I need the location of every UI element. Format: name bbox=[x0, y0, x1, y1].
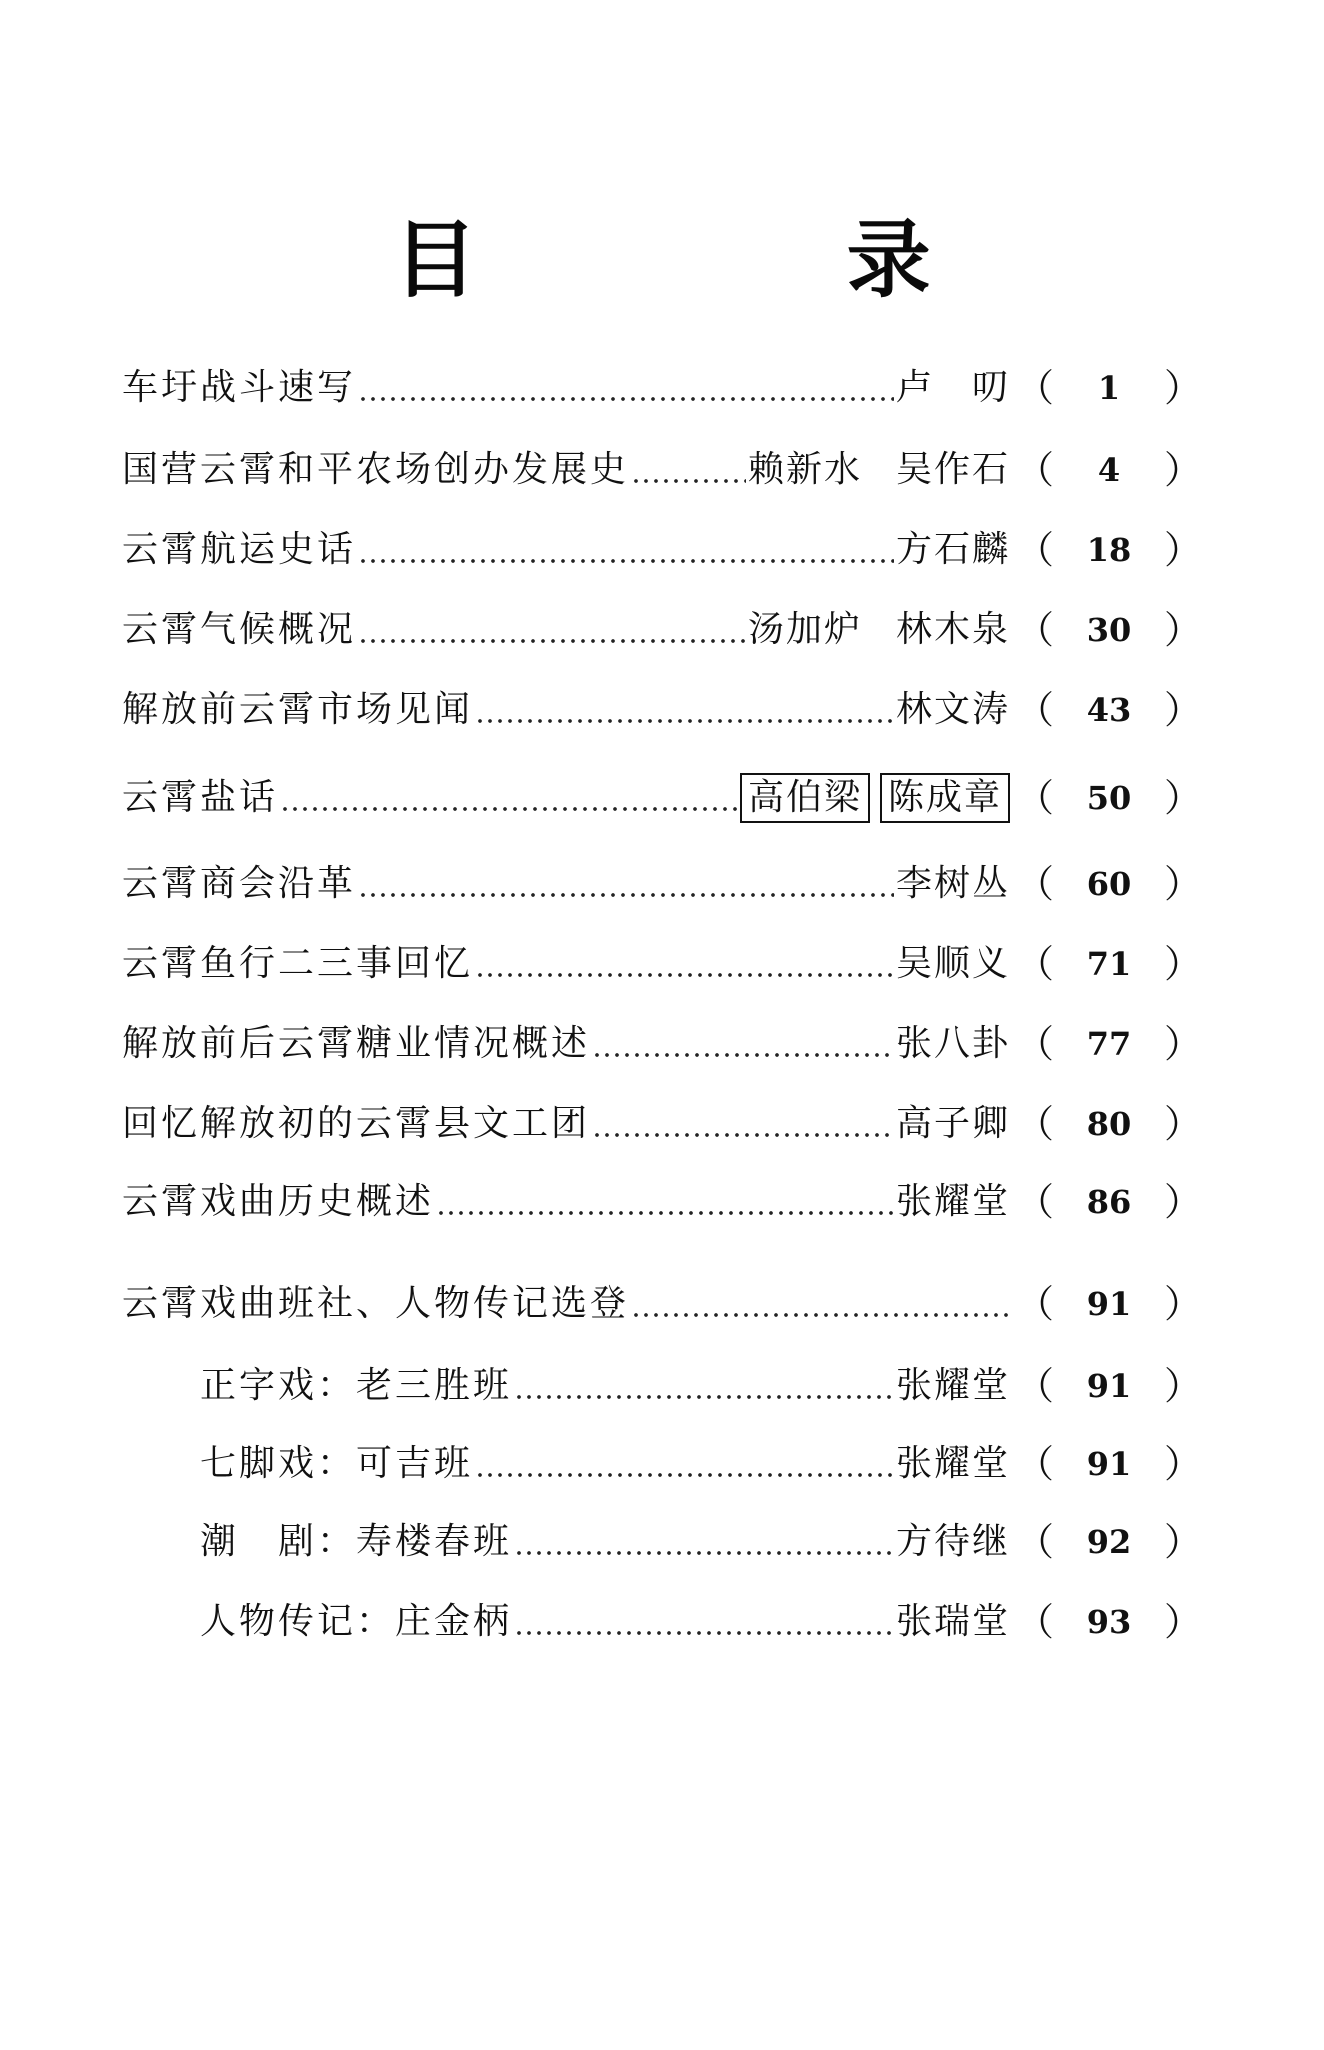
dot-leader bbox=[592, 1096, 894, 1152]
entry-author: 高子卿 bbox=[895, 1103, 1010, 1144]
toc-entry bbox=[122, 936, 1202, 992]
entry-author: 张耀堂 bbox=[895, 1365, 1010, 1406]
entry-page-number: 93 bbox=[1086, 1603, 1132, 1641]
entry-authors bbox=[748, 442, 1010, 498]
dot-leader bbox=[631, 442, 746, 498]
entry-title: 国营云霄和平农场创办发展史 bbox=[122, 449, 630, 490]
paren-open: （ bbox=[1015, 448, 1054, 492]
paren-open: （ bbox=[1015, 1442, 1054, 1486]
toc-sub-entry bbox=[200, 1358, 1202, 1414]
entry-page-number: 18 bbox=[1086, 531, 1132, 569]
entry-title: 云霄戏曲班社、人物传记选登 bbox=[122, 1283, 630, 1324]
entry-title: 云霄气候概况 bbox=[122, 609, 357, 650]
entry-author: 汤加炉 bbox=[747, 609, 862, 650]
paren-close: ） bbox=[1163, 942, 1202, 986]
entry-title: 车圩战斗速写 bbox=[122, 367, 357, 408]
entry-authors bbox=[896, 1016, 1010, 1072]
entry-page-number: 91 bbox=[1086, 1445, 1132, 1483]
entry-author: 陈成章 bbox=[880, 773, 1010, 823]
entry-author: 张耀堂 bbox=[895, 1443, 1010, 1484]
entry-page-number: 86 bbox=[1086, 1183, 1132, 1221]
paren-open: （ bbox=[1015, 1022, 1054, 1066]
paren-open: （ bbox=[1015, 1282, 1054, 1326]
paren-close: ） bbox=[1163, 448, 1202, 492]
paren-close: ） bbox=[1163, 1364, 1202, 1408]
entry-author: 张八卦 bbox=[895, 1023, 1010, 1064]
dot-leader bbox=[280, 770, 738, 826]
entry-page-number: 43 bbox=[1086, 691, 1132, 729]
paren-close: ） bbox=[1163, 1442, 1202, 1486]
entry-page-number: 91 bbox=[1086, 1367, 1132, 1405]
toc-entry bbox=[122, 682, 1202, 738]
paren-open: （ bbox=[1015, 1600, 1054, 1644]
entry-title: 七脚戏：可吉班 bbox=[200, 1443, 474, 1484]
paren-open: （ bbox=[1015, 862, 1054, 906]
entry-title: 云霄鱼行二三事回忆 bbox=[122, 943, 474, 984]
dot-leader bbox=[358, 522, 894, 578]
entry-page-number: 60 bbox=[1086, 865, 1132, 903]
toc-entry bbox=[122, 522, 1202, 578]
entry-title: 云霄商会沿革 bbox=[122, 863, 357, 904]
paren-open: （ bbox=[1015, 528, 1054, 572]
entry-authors bbox=[896, 1436, 1010, 1492]
toc-entry bbox=[122, 442, 1202, 498]
entry-author: 林文涛 bbox=[895, 689, 1010, 730]
paren-close: ） bbox=[1163, 688, 1202, 732]
toc-entry bbox=[122, 602, 1202, 658]
entry-title: 回忆解放初的云霄县文工团 bbox=[122, 1103, 591, 1144]
paren-open: （ bbox=[1015, 942, 1054, 986]
entry-author: 方石麟 bbox=[895, 529, 1010, 570]
paren-open: （ bbox=[1015, 1102, 1054, 1146]
dot-leader bbox=[514, 1594, 894, 1650]
entry-page-number: 4 bbox=[1097, 451, 1121, 489]
paren-close: ） bbox=[1163, 1282, 1202, 1326]
dot-leader bbox=[592, 1016, 894, 1072]
entry-page-number: 91 bbox=[1086, 1285, 1132, 1323]
dot-leader bbox=[475, 682, 894, 738]
dot-leader bbox=[514, 1358, 894, 1414]
entry-author: 高伯梁 bbox=[740, 773, 870, 823]
toc-entry bbox=[122, 1016, 1202, 1072]
entry-title: 云霄戏曲历史概述 bbox=[122, 1181, 435, 1222]
dot-leader bbox=[631, 1276, 1008, 1332]
paren-close: ） bbox=[1163, 1102, 1202, 1146]
paren-open: （ bbox=[1015, 1364, 1054, 1408]
dot-leader bbox=[514, 1514, 894, 1570]
entry-authors bbox=[896, 1594, 1010, 1650]
entry-title: 云霄航运史话 bbox=[122, 529, 357, 570]
entry-author: 张瑞堂 bbox=[895, 1601, 1010, 1642]
paren-close: ） bbox=[1163, 1520, 1202, 1564]
entry-title: 解放前后云霄糖业情况概述 bbox=[122, 1023, 591, 1064]
paren-close: ） bbox=[1163, 528, 1202, 572]
entry-authors bbox=[896, 360, 1010, 416]
toc-sub-entry bbox=[200, 1514, 1202, 1570]
entry-page-number: 80 bbox=[1086, 1105, 1132, 1143]
entry-authors bbox=[896, 1358, 1010, 1414]
paren-close: ） bbox=[1163, 366, 1202, 410]
paren-open: （ bbox=[1015, 1520, 1054, 1564]
toc-entry bbox=[122, 856, 1202, 912]
paren-open: （ bbox=[1015, 776, 1054, 820]
paren-open: （ bbox=[1015, 1180, 1054, 1224]
entry-author: 林木泉 bbox=[895, 609, 1010, 650]
entry-author: 卢 叨 bbox=[895, 367, 1010, 408]
toc-sub-entry bbox=[200, 1436, 1202, 1492]
entry-author: 赖新水 bbox=[747, 449, 862, 490]
entry-authors bbox=[896, 682, 1010, 738]
toc-entry bbox=[122, 1174, 1202, 1230]
toc-entry bbox=[122, 360, 1202, 416]
toc-sub-entry bbox=[200, 1594, 1202, 1650]
dot-leader bbox=[475, 1436, 894, 1492]
dot-leader bbox=[358, 856, 894, 912]
entry-author: 吴作石 bbox=[895, 449, 1010, 490]
entry-page-number: 71 bbox=[1086, 945, 1132, 983]
entry-title: 正字戏：老三胜班 bbox=[200, 1365, 513, 1406]
entry-title: 云霄盐话 bbox=[122, 777, 279, 818]
entry-author: 方待继 bbox=[895, 1521, 1010, 1562]
paren-open: （ bbox=[1015, 366, 1054, 410]
entry-page-number: 30 bbox=[1086, 611, 1132, 649]
paren-open: （ bbox=[1015, 608, 1054, 652]
page-title: 目 录 bbox=[393, 211, 1101, 309]
entry-authors bbox=[740, 773, 1010, 823]
dot-leader bbox=[436, 1174, 894, 1230]
dot-leader bbox=[475, 936, 894, 992]
entry-title: 潮 剧：寿楼春班 bbox=[200, 1521, 513, 1562]
entry-page-number: 50 bbox=[1086, 779, 1132, 817]
entry-title: 解放前云霄市场见闻 bbox=[122, 689, 474, 730]
paren-close: ） bbox=[1163, 862, 1202, 906]
entry-authors bbox=[896, 856, 1010, 912]
toc-entry bbox=[122, 770, 1202, 826]
entry-page-number: 77 bbox=[1086, 1025, 1132, 1063]
entry-authors bbox=[896, 522, 1010, 578]
entry-authors bbox=[896, 936, 1010, 992]
entry-author: 张耀堂 bbox=[895, 1181, 1010, 1222]
paren-close: ） bbox=[1163, 1600, 1202, 1644]
paren-close: ） bbox=[1163, 776, 1202, 820]
paren-close: ） bbox=[1163, 1180, 1202, 1224]
entry-authors bbox=[748, 602, 1010, 658]
paren-open: （ bbox=[1015, 688, 1054, 732]
entry-authors bbox=[896, 1096, 1010, 1152]
entry-author: 吴顺义 bbox=[895, 943, 1010, 984]
toc-entry bbox=[122, 1096, 1202, 1152]
toc-section-entry bbox=[122, 1276, 1202, 1332]
entry-authors bbox=[896, 1174, 1010, 1230]
entry-author: 李树丛 bbox=[895, 863, 1010, 904]
paren-close: ） bbox=[1163, 608, 1202, 652]
paren-close: ） bbox=[1163, 1022, 1202, 1066]
entry-page-number: 1 bbox=[1097, 369, 1121, 407]
entry-authors bbox=[896, 1514, 1010, 1570]
entry-page-number: 92 bbox=[1086, 1523, 1132, 1561]
entry-title: 人物传记：庄金柄 bbox=[200, 1601, 513, 1642]
dot-leader bbox=[358, 602, 746, 658]
dot-leader bbox=[358, 360, 894, 416]
